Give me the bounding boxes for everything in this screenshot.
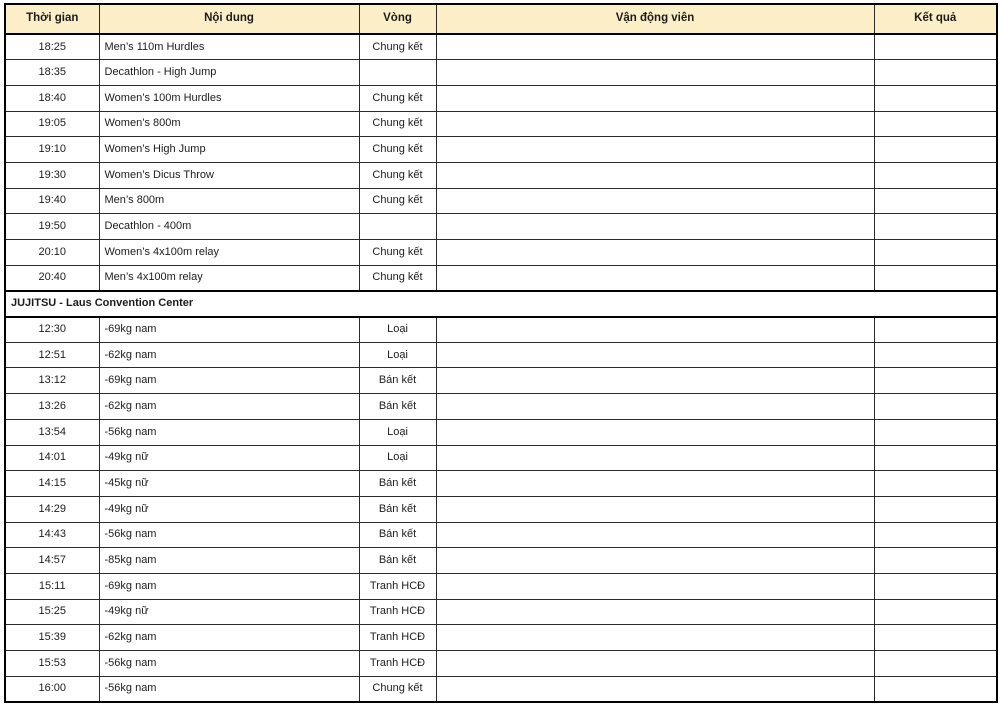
table-row <box>5 471 997 497</box>
table-row <box>5 317 997 343</box>
table-row <box>5 419 997 445</box>
event-cell: Decathlon - 400m <box>99 214 359 240</box>
table-row <box>5 496 997 522</box>
time-cell: 15:25 <box>5 599 99 625</box>
time-cell: 15:11 <box>5 573 99 599</box>
round-cell: Chung kết <box>359 188 436 214</box>
athlete-cell <box>436 394 874 420</box>
athlete-cell <box>436 317 874 343</box>
round-cell: Chung kết <box>359 240 436 266</box>
table-row <box>5 548 997 574</box>
event-cell: -49kg nữ <box>99 496 359 522</box>
round-cell: Chung kết <box>359 111 436 137</box>
result-cell <box>874 342 997 368</box>
event-cell: -69kg nam <box>99 317 359 343</box>
time-cell: 14:01 <box>5 445 99 471</box>
table-row <box>5 162 997 188</box>
athlete-cell <box>436 342 874 368</box>
round-cell: Chung kết <box>359 137 436 163</box>
result-cell <box>874 214 997 240</box>
athlete-cell <box>436 162 874 188</box>
result-cell <box>874 496 997 522</box>
section-title: JUJITSU - Laus Convention Center <box>5 291 997 317</box>
time-cell: 13:26 <box>5 394 99 420</box>
event-cell: -45kg nữ <box>99 471 359 497</box>
event-cell: -56kg nam <box>99 419 359 445</box>
athlete-cell <box>436 445 874 471</box>
athlete-cell <box>436 137 874 163</box>
time-cell: 14:15 <box>5 471 99 497</box>
col-header-result: Kết quả <box>874 4 997 34</box>
result-cell <box>874 471 997 497</box>
time-cell: 20:40 <box>5 265 99 291</box>
round-cell: Chung kết <box>359 34 436 60</box>
event-cell: -62kg nam <box>99 625 359 651</box>
event-cell: -69kg nam <box>99 368 359 394</box>
event-cell: -56kg nam <box>99 676 359 702</box>
round-cell: Bán kết <box>359 548 436 574</box>
schedule-body <box>5 34 997 702</box>
section-header-row <box>5 291 997 317</box>
athlete-cell <box>436 573 874 599</box>
athlete-cell <box>436 522 874 548</box>
time-cell: 19:50 <box>5 214 99 240</box>
round-cell: Loại <box>359 419 436 445</box>
event-cell: Women’s 4x100m relay <box>99 240 359 266</box>
table-row <box>5 522 997 548</box>
athlete-cell <box>436 496 874 522</box>
athlete-cell <box>436 111 874 137</box>
result-cell <box>874 445 997 471</box>
table-row <box>5 85 997 111</box>
table-row <box>5 265 997 291</box>
time-cell: 18:40 <box>5 85 99 111</box>
col-header-event: Nội dung <box>99 4 359 34</box>
result-cell <box>874 240 997 266</box>
result-cell <box>874 85 997 111</box>
event-cell: -85kg nam <box>99 548 359 574</box>
table-row <box>5 625 997 651</box>
schedule-table <box>4 3 998 703</box>
table-row <box>5 240 997 266</box>
athlete-cell <box>436 214 874 240</box>
time-cell: 14:57 <box>5 548 99 574</box>
athlete-cell <box>436 265 874 291</box>
round-cell: Chung kết <box>359 85 436 111</box>
result-cell <box>874 162 997 188</box>
time-cell: 19:30 <box>5 162 99 188</box>
time-cell: 18:35 <box>5 60 99 86</box>
table-row <box>5 188 997 214</box>
round-cell: Loại <box>359 342 436 368</box>
result-cell <box>874 548 997 574</box>
time-cell: 15:53 <box>5 651 99 677</box>
result-cell <box>874 419 997 445</box>
athlete-cell <box>436 368 874 394</box>
col-header-time: Thời gian <box>5 4 99 34</box>
event-cell: -62kg nam <box>99 394 359 420</box>
result-cell <box>874 676 997 702</box>
result-cell <box>874 368 997 394</box>
table-row <box>5 445 997 471</box>
result-cell <box>874 599 997 625</box>
round-cell: Tranh HCĐ <box>359 573 436 599</box>
table-row <box>5 214 997 240</box>
time-cell: 14:43 <box>5 522 99 548</box>
event-cell: -49kg nữ <box>99 599 359 625</box>
event-cell: -49kg nữ <box>99 445 359 471</box>
round-cell: Loại <box>359 317 436 343</box>
event-cell: Women’s High Jump <box>99 137 359 163</box>
round-cell: Bán kết <box>359 368 436 394</box>
athlete-cell <box>436 188 874 214</box>
time-cell: 14:29 <box>5 496 99 522</box>
athlete-cell <box>436 419 874 445</box>
round-cell: Tranh HCĐ <box>359 651 436 677</box>
athlete-cell <box>436 34 874 60</box>
table-row <box>5 342 997 368</box>
table-row <box>5 573 997 599</box>
result-cell <box>874 60 997 86</box>
time-cell: 20:10 <box>5 240 99 266</box>
result-cell <box>874 34 997 60</box>
event-cell: -62kg nam <box>99 342 359 368</box>
result-cell <box>874 625 997 651</box>
round-cell: Loại <box>359 445 436 471</box>
round-cell <box>359 214 436 240</box>
athlete-cell <box>436 625 874 651</box>
event-cell: Women’s 100m Hurdles <box>99 85 359 111</box>
time-cell: 19:10 <box>5 137 99 163</box>
round-cell <box>359 60 436 86</box>
athlete-cell <box>436 651 874 677</box>
table-row <box>5 394 997 420</box>
result-cell <box>874 111 997 137</box>
result-cell <box>874 137 997 163</box>
athlete-cell <box>436 60 874 86</box>
time-cell: 18:25 <box>5 34 99 60</box>
time-cell: 16:00 <box>5 676 99 702</box>
event-cell: -56kg nam <box>99 651 359 677</box>
col-header-round: Vòng <box>359 4 436 34</box>
round-cell: Chung kết <box>359 162 436 188</box>
time-cell: 12:51 <box>5 342 99 368</box>
athlete-cell <box>436 548 874 574</box>
event-cell: Men’s 110m Hurdles <box>99 34 359 60</box>
event-cell: -56kg nam <box>99 522 359 548</box>
result-cell <box>874 265 997 291</box>
athlete-cell <box>436 599 874 625</box>
result-cell <box>874 188 997 214</box>
result-cell <box>874 317 997 343</box>
round-cell: Chung kết <box>359 265 436 291</box>
time-cell: 19:05 <box>5 111 99 137</box>
time-cell: 13:12 <box>5 368 99 394</box>
athlete-cell <box>436 85 874 111</box>
event-cell: Women’s Dicus Throw <box>99 162 359 188</box>
time-cell: 19:40 <box>5 188 99 214</box>
round-cell: Tranh HCĐ <box>359 599 436 625</box>
table-row <box>5 651 997 677</box>
time-cell: 13:54 <box>5 419 99 445</box>
round-cell: Bán kết <box>359 522 436 548</box>
round-cell: Bán kết <box>359 471 436 497</box>
table-row <box>5 34 997 60</box>
event-cell: Women’s 800m <box>99 111 359 137</box>
result-cell <box>874 651 997 677</box>
time-cell: 15:39 <box>5 625 99 651</box>
table-row <box>5 60 997 86</box>
header-row <box>5 4 997 34</box>
col-header-athlete: Vận động viên <box>436 4 874 34</box>
athlete-cell <box>436 240 874 266</box>
result-cell <box>874 573 997 599</box>
time-cell: 12:30 <box>5 317 99 343</box>
result-cell <box>874 394 997 420</box>
round-cell: Bán kết <box>359 394 436 420</box>
result-cell <box>874 522 997 548</box>
event-cell: Men’s 800m <box>99 188 359 214</box>
round-cell: Tranh HCĐ <box>359 625 436 651</box>
athlete-cell <box>436 471 874 497</box>
table-row <box>5 599 997 625</box>
athlete-cell <box>436 676 874 702</box>
event-cell: Decathlon - High Jump <box>99 60 359 86</box>
table-row <box>5 676 997 702</box>
table-row <box>5 368 997 394</box>
table-row <box>5 137 997 163</box>
round-cell: Chung kết <box>359 676 436 702</box>
event-cell: Men’s 4x100m relay <box>99 265 359 291</box>
round-cell: Bán kết <box>359 496 436 522</box>
table-row <box>5 111 997 137</box>
event-cell: -69kg nam <box>99 573 359 599</box>
